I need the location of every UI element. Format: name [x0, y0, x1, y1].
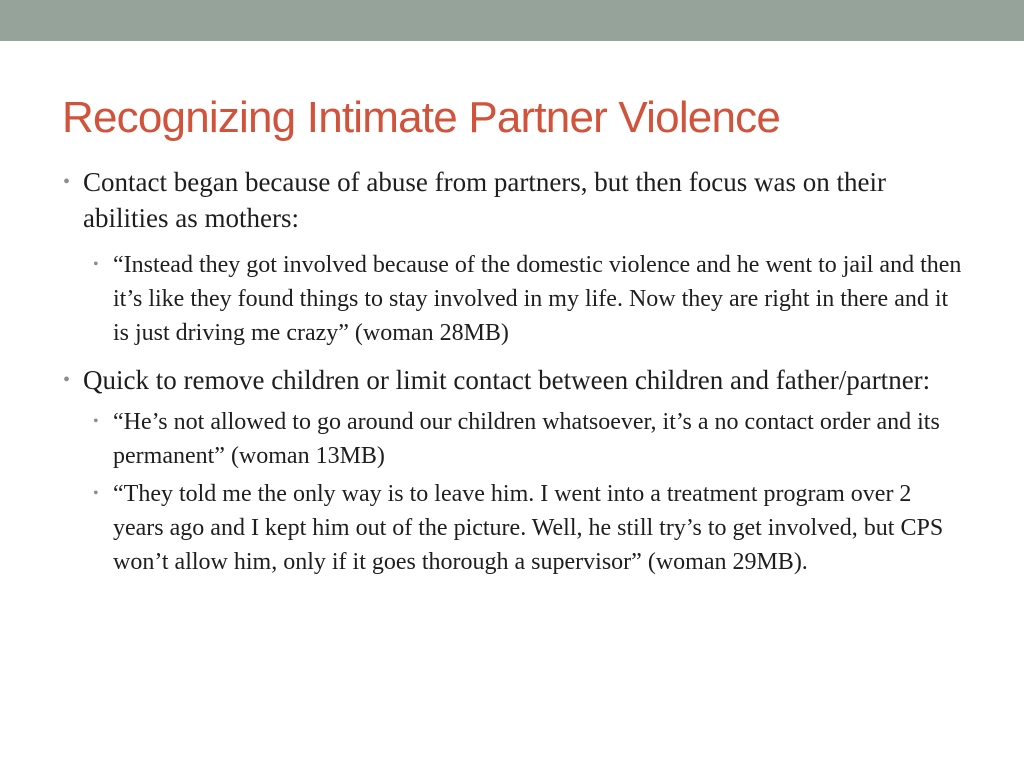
bullet-item-contact-began — [0, 164, 1024, 236]
bullet-marker: • — [93, 485, 99, 502]
quote-item-woman-29mb — [0, 477, 1024, 579]
bullet-text: Contact began because of abuse from partners, but then focus was on their abilities as mothers: — [83, 167, 886, 233]
quote-text: “Instead they got involved because of the domestic violence and he went to jail and then it’s like they found things to stay involved in my life. Now they are right in there and it is just driving me crazy” (woman 28MB) — [113, 252, 962, 346]
bullet-marker: • — [63, 171, 71, 193]
slide-body — [0, 164, 1024, 579]
top-accent-bar — [0, 0, 1024, 41]
quote-item-woman-28mb — [0, 248, 1024, 350]
slide-title: Recognizing Intimate Partner Violence — [62, 93, 781, 142]
bullet-marker: • — [93, 413, 99, 430]
bullet-marker: • — [93, 256, 99, 273]
bullet-item-quick-to-remove — [0, 362, 1024, 398]
quote-item-woman-13mb — [0, 405, 1024, 473]
bullet-text: Quick to remove children or limit contact between children and father/partner: — [83, 365, 931, 395]
bullet-marker: • — [63, 369, 71, 391]
quote-text: “They told me the only way is to leave him. I went into a treatment program over 2 years ago and I kept him out of the picture. Well, he still try’s to get involved, but CPS won’t allow him, only if it goes thorough a supervisor” (woman 29MB). — [113, 481, 944, 575]
quote-text: “He’s not allowed to go around our children whatsoever, it’s a no contact order and its permanent” (woman 13MB) — [113, 409, 940, 469]
